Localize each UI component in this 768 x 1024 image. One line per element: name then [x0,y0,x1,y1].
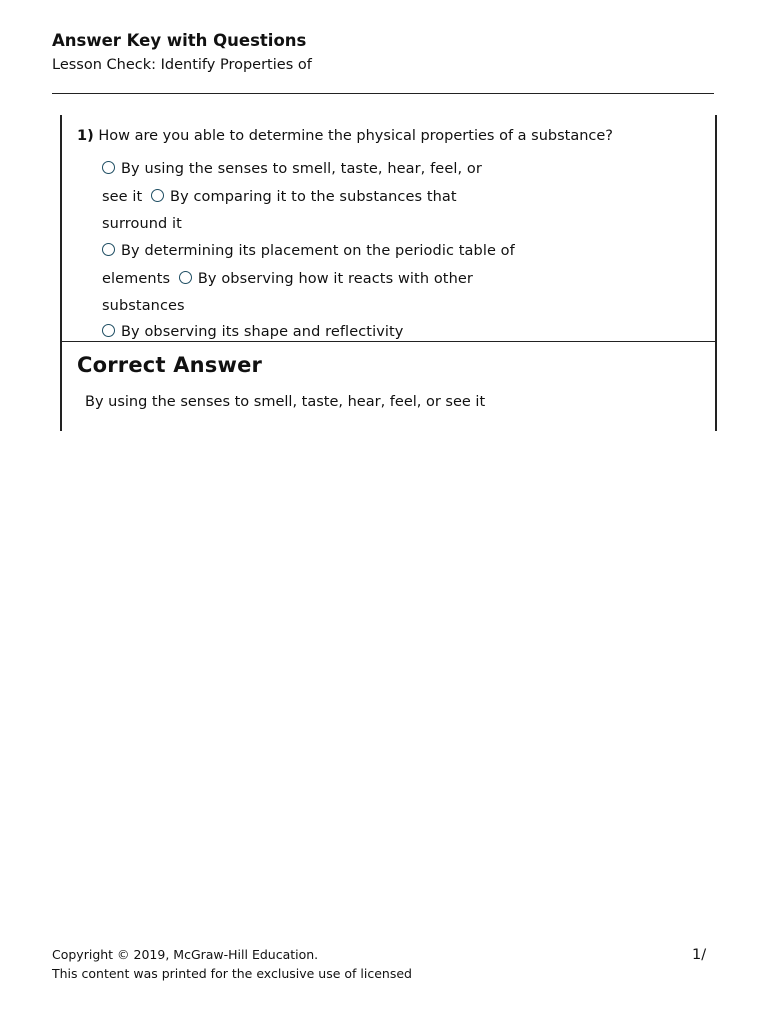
option-line [102,237,542,265]
license-notice: This content was printed for the exclusive use of licensed [52,966,412,981]
document-subtitle: Lesson Check: Identify Properties of [52,57,312,73]
radio-button-option-4[interactable] [179,271,192,284]
option-5-label: By observing its shape and reflectivity [121,324,404,340]
option-line [102,156,542,183]
radio-button-option-5[interactable] [102,324,115,337]
question-card [60,115,717,431]
radio-button-option-3[interactable] [102,243,115,256]
option-3-label-continued: elements [102,271,171,287]
option-line [102,265,542,293]
option-4-label: By observing how it reacts with other [197,271,473,287]
page-number: 1/ [692,947,707,963]
document-title: Answer Key with Questions [52,31,307,50]
radio-button-option-2[interactable] [151,189,164,202]
correct-answer-heading: Correct Answer [77,353,263,377]
question-prompt [77,126,613,146]
option-line [102,293,542,319]
option-1-label: By using the senses to smell, taste, hear, feel, or [121,161,482,177]
option-2-label: By comparing it to the substances that [170,189,457,205]
copyright-notice: Copyright © 2019, McGraw-Hill Education. [52,947,319,962]
option-line [102,183,542,211]
answer-divider [62,341,715,342]
document-header [52,30,714,76]
option-line [102,211,542,237]
option-2-label-continued: surround it [102,216,182,232]
option-1-label-continued: see it [102,189,143,205]
option-3-label: By determining its placement on the periodic table of [121,243,515,259]
radio-button-option-1[interactable] [102,161,115,174]
question-number: 1) [77,128,94,144]
page-footer [52,945,412,983]
header-divider [52,93,714,94]
option-4-label-continued: substances [102,298,185,314]
correct-answer-text: By using the senses to smell, taste, hear, feel, or see it [85,394,486,410]
question-text: How are you able to determine the physical properties of a substance? [98,128,614,144]
answer-options [102,156,542,345]
